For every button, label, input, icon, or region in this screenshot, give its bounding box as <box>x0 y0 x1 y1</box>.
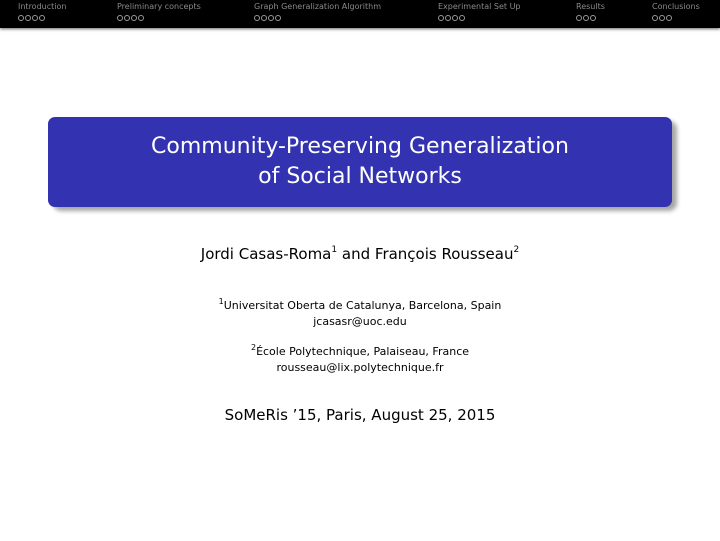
title-line-2: of Social Networks <box>258 164 462 189</box>
frame-dot[interactable] <box>438 15 444 21</box>
nav-label[interactable]: Preliminary concepts <box>117 2 201 11</box>
frame-dot[interactable] <box>117 15 123 21</box>
affiliation-name: Universitat Oberta de Catalunya, Barcelona, Spain <box>223 299 502 312</box>
title-block <box>48 117 672 207</box>
frame-dot[interactable] <box>131 15 137 21</box>
nav-progress-dots <box>652 15 700 21</box>
frame-dot[interactable] <box>39 15 45 21</box>
nav-section-preliminary-concepts[interactable] <box>117 2 201 21</box>
nav-label[interactable]: Results <box>576 2 605 11</box>
frame-dot[interactable] <box>659 15 665 21</box>
frame-dot[interactable] <box>576 15 582 21</box>
frame-dot[interactable] <box>18 15 24 21</box>
nav-section-experimental-set-up[interactable] <box>438 2 521 21</box>
nav-progress-dots <box>576 15 605 21</box>
affiliation-mark: 1 <box>218 297 224 306</box>
author-name: François Rousseau <box>374 245 514 263</box>
affiliation-mark: 2 <box>250 343 257 352</box>
author-line <box>0 244 720 264</box>
nav-progress-dots <box>117 15 201 21</box>
affiliation-2 <box>0 344 720 376</box>
author-affiliation-mark: 1 <box>331 245 338 255</box>
affiliation-1 <box>0 298 720 330</box>
frame-dot[interactable] <box>261 15 267 21</box>
frame-dot[interactable] <box>275 15 281 21</box>
frame-dot[interactable] <box>124 15 130 21</box>
frame-dot[interactable] <box>254 15 260 21</box>
nav-section-introduction[interactable] <box>18 2 66 21</box>
nav-progress-dots <box>254 15 381 21</box>
nav-label[interactable]: Graph Generalization Algorithm <box>254 2 381 11</box>
frame-dot[interactable] <box>652 15 658 21</box>
nav-progress-dots <box>438 15 521 21</box>
frame-dot[interactable] <box>452 15 458 21</box>
section-navbar <box>0 0 720 28</box>
frame-dot[interactable] <box>459 15 465 21</box>
frame-dot[interactable] <box>590 15 596 21</box>
frame-dot[interactable] <box>268 15 274 21</box>
nav-label[interactable]: Experimental Set Up <box>438 2 521 11</box>
nav-section-results[interactable] <box>576 2 605 21</box>
author-name: Jordi Casas-Roma <box>200 245 332 263</box>
frame-dot[interactable] <box>32 15 38 21</box>
frame-dot[interactable] <box>138 15 144 21</box>
affiliation-email: jcasasr@uoc.edu <box>313 315 407 328</box>
affiliation-email: rousseau@lix.polytechnique.fr <box>276 361 444 374</box>
nav-section-graph-generalization-algorithm[interactable] <box>254 2 381 21</box>
affiliation-name: École Polytechnique, Palaiseau, France <box>256 345 470 358</box>
frame-dot[interactable] <box>445 15 451 21</box>
author-connector: and <box>341 245 371 263</box>
nav-label[interactable]: Introduction <box>18 2 67 11</box>
author-affiliation-mark: 2 <box>513 245 520 255</box>
frame-dot[interactable] <box>583 15 589 21</box>
event-line: SoMeRis ’15, Paris, August 25, 2015 <box>224 406 496 424</box>
nav-section-conclusions[interactable] <box>652 2 700 21</box>
nav-label[interactable]: Conclusions <box>652 2 700 11</box>
frame-dot[interactable] <box>25 15 31 21</box>
nav-progress-dots <box>18 15 66 21</box>
frame-dot[interactable] <box>666 15 672 21</box>
title-line-1: Community-Preserving Generalization <box>151 134 569 159</box>
